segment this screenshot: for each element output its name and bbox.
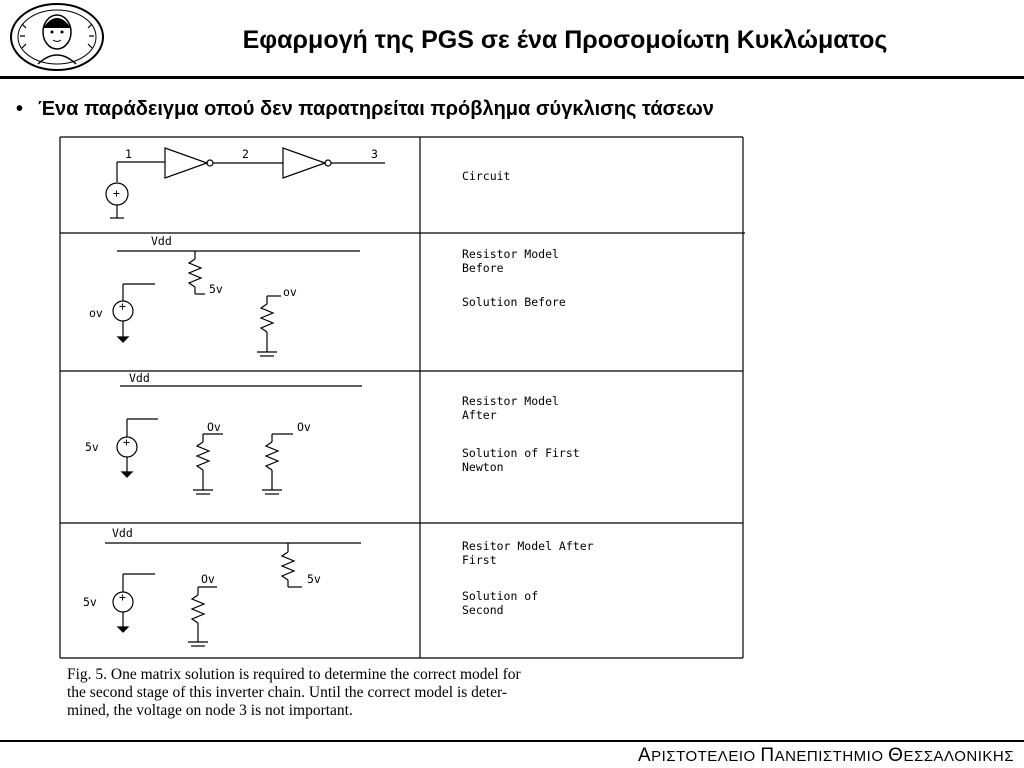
row-label: Resitor Model After xyxy=(462,539,594,553)
bullet-text: Ένα παράδειγμα οπού δεν παρατηρείται πρόβλημα σύγκλισης τάσεων xyxy=(38,98,714,120)
university-name: ΑΡΙΣΤΟΤΕΛΕΙΟ ΠΑΝΕΠΙΣΤΗΜΙΟ ΘΕΣΣΑΛΟΝΙΚΗΣ xyxy=(637,745,1014,766)
node-value-label: Ov xyxy=(207,420,221,434)
row-before-schematic xyxy=(113,251,360,356)
source-plus-icon: + xyxy=(113,186,120,200)
resistor-value-label: 5v xyxy=(209,282,223,296)
row-label: Solution of xyxy=(462,589,539,603)
row-label: Second xyxy=(462,603,504,617)
figure-caption xyxy=(67,666,747,720)
node-label-2: 2 xyxy=(242,147,249,161)
figure-table-grid xyxy=(60,137,745,658)
node-value-label: ov xyxy=(283,285,297,299)
node-value-label: Ov xyxy=(297,420,311,434)
caption-line: mined, the voltage on node 3 is not important. xyxy=(67,702,353,719)
node-label-3: 3 xyxy=(371,147,378,161)
row-label: Solution Before xyxy=(462,295,566,309)
caption-line: Fig. 5. One matrix solution is required to determine the correct model for xyxy=(67,666,521,683)
circuit-figure xyxy=(55,134,755,724)
row-label: Resistor Model xyxy=(462,394,559,408)
row-label: First xyxy=(462,553,497,567)
vdd-label: Vdd xyxy=(112,526,133,540)
header-divider xyxy=(0,76,1024,79)
row-label: Solution of First xyxy=(462,446,580,460)
vdd-label: Vdd xyxy=(151,234,172,248)
university-seal-icon xyxy=(8,2,106,72)
source-voltage-label: 5v xyxy=(83,595,97,609)
row-after-schematic xyxy=(117,386,362,494)
source-voltage-label: 5v xyxy=(85,440,99,454)
resistor-value-label: 5v xyxy=(307,572,321,586)
row-label: Resistor Model xyxy=(462,247,559,261)
source-plus-icon: + xyxy=(123,435,130,449)
row-label: Circuit xyxy=(462,169,511,183)
footer-divider xyxy=(0,740,1024,742)
row-after-first-schematic xyxy=(105,543,361,646)
row-label: Newton xyxy=(462,460,504,474)
bullet-icon: • xyxy=(16,98,24,120)
vdd-label: Vdd xyxy=(129,371,150,385)
source-plus-icon: + xyxy=(119,590,126,604)
node-value-label: Ov xyxy=(201,572,215,586)
row-label: After xyxy=(462,408,497,422)
row-label: Before xyxy=(462,261,504,275)
source-plus-icon: + xyxy=(119,299,126,313)
page-title: Εφαρμογή της PGS σε ένα Προσομοίωτη Κυκλώματος xyxy=(242,26,888,54)
caption-line: the second stage of this inverter chain. Until the correct model is deter- xyxy=(67,684,507,701)
bullet-item xyxy=(16,98,714,121)
node-label-1: 1 xyxy=(125,147,132,161)
source-voltage-label: ov xyxy=(89,306,103,320)
